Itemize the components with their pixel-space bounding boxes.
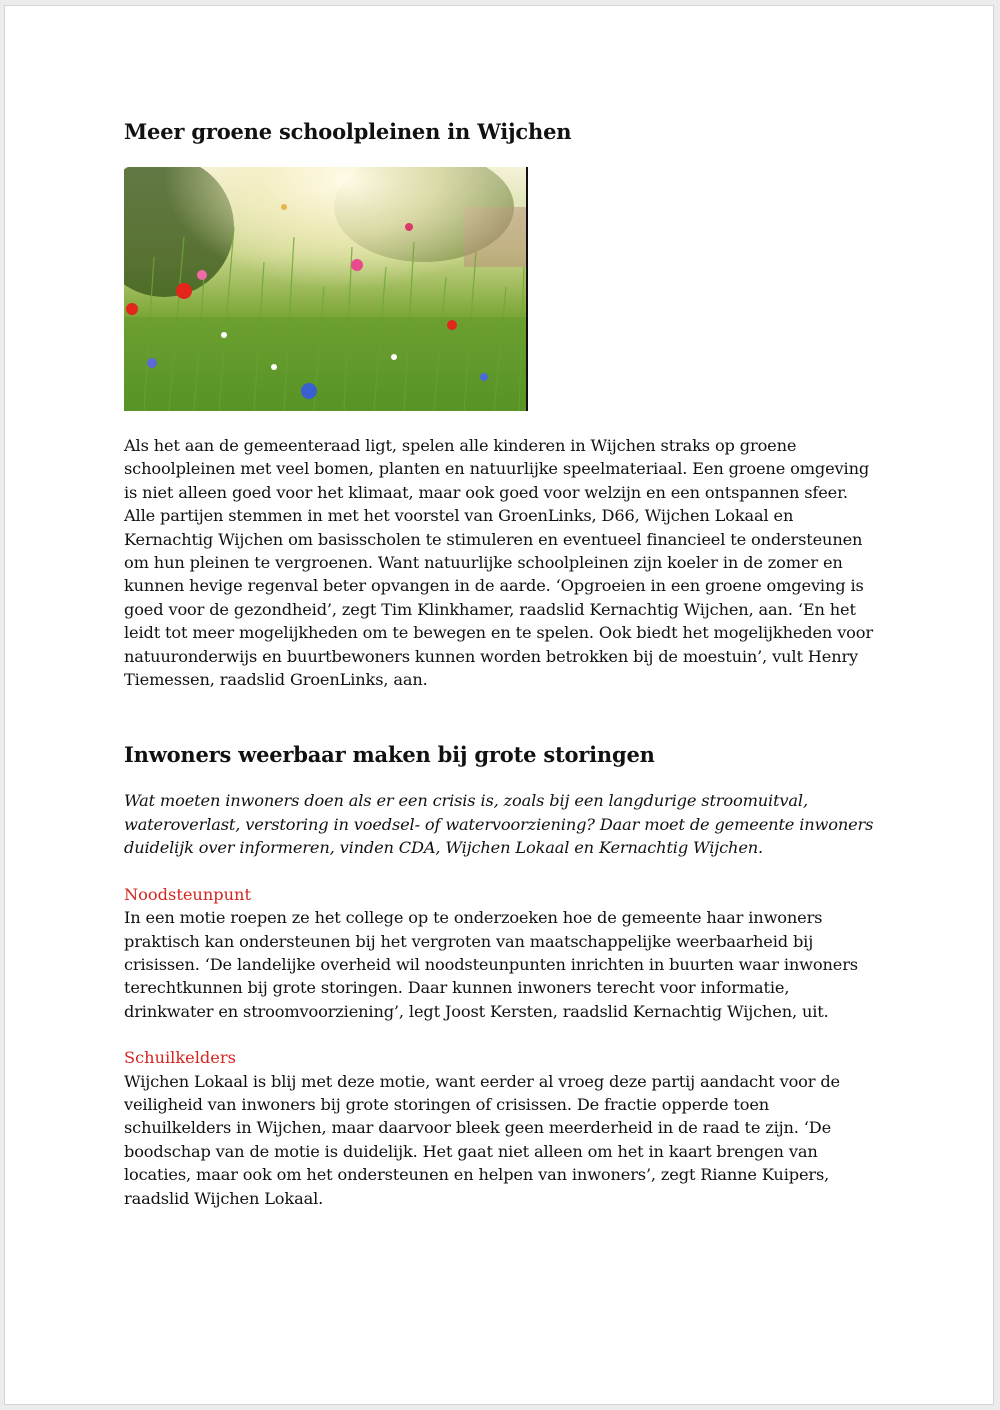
schuilkelders-text: Wijchen Lokaal is blij met deze motie, want eerder al vroeg deze partij aandacht voor de veiligheid van inwoners bij grote storingen of crisissen. De fractie opperde toen schuilkelders in Wijchen, maar daarvoor bleek geen meerderheid in de raad te zijn. ‘De boodschap van de motie is duidelijk. Het gaat niet alleen om het in kaart brengen van locaties, maar ook om het ondersteunen en helpen van inwoners’, zegt Rianne Kuipers, raadslid Wijchen Lokaal.: [124, 1071, 840, 1208]
article-body-paragraph: Als het aan de gemeenteraad ligt, spelen alle kinderen in Wijchen straks op groene schoolpleinen met veel bomen, planten en natuurlijke speelmateriaal. Een groene omgeving is niet alleen goed voor het klimaat, maar ook goed voor welzijn en een ontspannen sfeer. Alle partijen stemmen in met het voorstel van GroenLinks, D66, Wijchen Lokaal en Kernachtig Wijchen om basisscholen te stimuleren en eventueel financieel te ondersteunen om hun pleinen te vergroenen. Want natuurlijke schoolpleinen zijn koeler in de zomer en kunnen hevige regenval beter opvangen in de aarde. ‘Opgroeien in een groene omgeving is goed voor de gezondheid’, zegt Tim Klinkhamer, raadslid Kernachtig Wijchen, aan. ‘En het leidt tot meer mogelijkheden om te bewegen en te spelen. Ook biedt het mogelijkheden voor natuuronderwijs en buurtbewoners kunnen worden betrokken bij de moestuin’, vult Henry Tiemessen, raadslid GroenLinks, aan.: [124, 436, 873, 690]
noodsteunpunt-paragraph: In een motie roepen ze het college op te onderzoeken hoe de gemeente haar inwoners praktisch kan ondersteunen bij het vergroten van maatschappelijke weerbaarheid bij crisissen. ‘De landelijke overheid wil noodsteunpunten inrichten in buurten waar inwoners terechtkunnen bij grote storingen. Daar kunnen inwoners terecht voor informatie, drinkwater en stroomvoorziening’, legt Joost Kersten, raadslid Kernachtig Wijchen, uit.: [124, 908, 858, 1021]
schuilkelders-paragraph: [124, 1070, 876, 1210]
section-title: Inwoners weerbaar maken bij grote storingen: [124, 742, 655, 768]
document-page: [4, 5, 994, 1405]
document-content: [124, 118, 876, 1210]
subheading-noodsteunpunt: Noodsteunpunt: [124, 884, 251, 904]
article-title: Meer groene schoolpleinen in Wijchen: [124, 119, 572, 144]
wildflower-meadow-photo[interactable]: [124, 167, 528, 411]
intro-paragraph: Wat moeten inwoners doen als er een crisis is, zoals bij een langdurige stroomuitval, wateroverlast, verstoring in voedsel- of watervoorziening? Daar moet de gemeente inwoners duidelijk over informeren, vinden CDA, Wijchen Lokaal en Kernachtig Wijchen.: [124, 791, 874, 858]
subheading-schuilkelders: Schuilkelders: [124, 1048, 236, 1068]
meadow-image-icon: [124, 167, 528, 411]
